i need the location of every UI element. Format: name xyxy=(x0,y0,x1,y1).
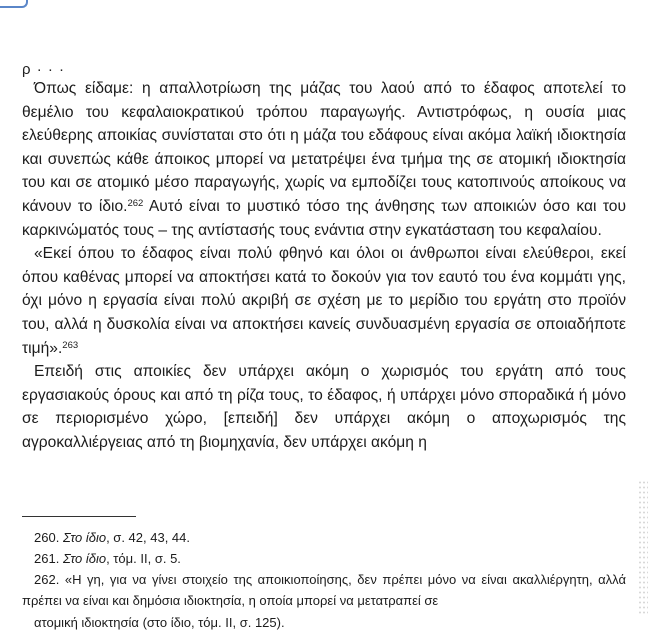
paragraph-2-quote xyxy=(22,242,626,360)
scan-speckle xyxy=(638,480,648,615)
footnote-262 xyxy=(22,569,626,611)
paragraph-text: Επειδή στις αποικίες δεν υπάρχει ακόμη ο χωρισμός του εργάτη από τους εργασιακούς όρους και από τη ρίζα τους, το έδαφος, ή υπάρχει μόνο σποραδικά ή μόνο σε περιορισμένο χώρο, [επειδή] δεν υπάρχει ακόμη ο αποχωρισμός της αγροκαλλιέργειας από τη βιομηχανία, δεν υπάρχει ακόμη η xyxy=(22,363,626,451)
paragraph-text: «Εκεί όπου το έδαφος είναι πολύ φθηνό και όλοι οι άνθρωποι είναι ελεύθεροι, εκεί όπου καθένας μπορεί να αποκτήσει κατά το δοκούν για τον εαυτό του ένα κομμάτι γης, όχι μόνο η εργασία είναι πολύ ακριβή σε σχέση με το μερίδιο του εργάτη στο προϊόν του, αλλά η δυσκολία είναι να αποκτήσει κανείς συνδυασμένη εργασία σε οποιαδήποτε τιμή». xyxy=(22,245,626,357)
footnote-260 xyxy=(22,527,626,548)
paragraph-3 xyxy=(22,360,626,454)
cut-top-line: ρ · · · xyxy=(22,61,66,78)
paragraph-text: Όπως είδαμε: η απαλλοτρίωση της μάζας του λαού από το έδαφος αποτελεί το θεμέλιο του κεφαλαιοκρατικού τρόπου παραγωγής. Αντιστρόφως, η ουσία μιας ελεύθερης αποικίας συνίσταται στο ότι η μάζα του εδάφους είναι ακόμα λαϊκή ιδιοκτησία και συνεπώς κάθε άποικος μπορεί να μετατρέψει ένα τμήμα της σε ατομική ιδιοκτησία του και σε ατομικό μέσο παραγωγής, χωρίς να εμποδίζει τους κατοπινούς αποίκους να κάνουν το ίδιο. xyxy=(22,80,626,215)
footnote-number: 260. xyxy=(34,530,60,545)
footnotes xyxy=(22,527,626,630)
paragraph-1 xyxy=(22,77,626,242)
footnote-ref-262[interactable]: 262 xyxy=(127,197,144,209)
footnote-text: , τόμ. ΙΙ, σ. 5. xyxy=(106,551,181,566)
footnote-text: , σ. 42, 43, 44. xyxy=(106,530,190,545)
body-text xyxy=(22,77,626,455)
footnote-ref-263[interactable]: 263 xyxy=(62,339,79,351)
footnote-source: Στο ίδιο xyxy=(62,530,107,545)
corner-mark xyxy=(0,0,28,8)
footnote-cut-line: ατομική ιδιοκτησία (στο ίδιο, τόμ. ΙΙ, σ. 125). xyxy=(34,615,285,630)
footnote-number: 261. xyxy=(34,551,60,566)
footnote-text: «Η γη, για να γίνει στοιχείο της αποικιοποίησης, δεν πρέπει μόνο να είναι ακαλλιέργητη, αλλά πρέπει να είναι και δημόσια ιδιοκτησία, η οποία μπορεί να μετατραπεί σε xyxy=(22,572,626,608)
footnote-261 xyxy=(22,548,626,569)
paragraph-tail: Αυτό είναι το μυστικό τόσο της άνθησης των αποικιών όσο και του καρκινώματός τους – της αντίστασής τους ενάντια στην εγκατάσταση του κεφαλαίου. xyxy=(22,197,626,239)
footnote-number: 262. xyxy=(34,572,60,587)
footnote-divider xyxy=(22,516,136,517)
footnote-source: Στο ίδιο xyxy=(62,551,107,566)
